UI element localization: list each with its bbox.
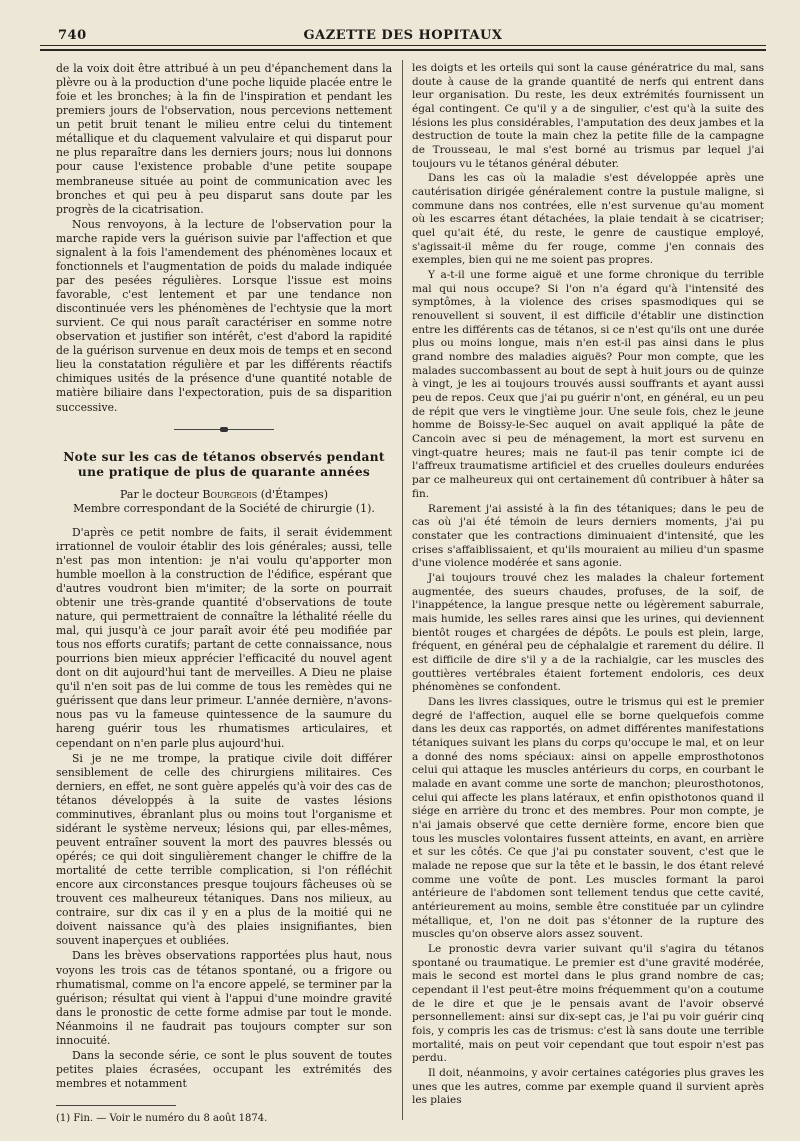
journal-title: GAZETTE DES HOPITAUX [303,28,503,43]
paragraph: Rarement j'ai assisté à la fin des tétaniques; dans le peu de cas où j'ai été témoin de leurs derniers moments, j'ai pu constater que les contractions diminuaient d'intensité, que les crises s'affaiblissaient, et qu'ils mouraient au milieu d'un spasme d'une violence modérée et sans agonie. [412,502,764,570]
byline-suffix: (d'Étampes) [257,487,328,501]
footnote: (1) Fin. — Voir le numéro du 8 août 1874. [56,1113,268,1125]
paragraph: Nous renvoyons, à la lecture de l'observation pour la marche rapide vers la guérison suivie par l'affection et que signalent à la fois l'amendement des phénomènes locaux et fonctionnels et l'augmentation de poids du malade indiquée par des pesées régulières. Lorsque l'issue est moins favorable, c'est lentement et par une tendance non discontinuée vers les phénomènes de l'echtysie que la mort survient. Ce qui nous paraît caractériser en somme notre observation et justifier son intérêt, c'est d'abord la rapidité de la guérison survenue en deux mois de temps et en second lieu la constatation régulière et par les différents réactifs chimiques usités de la présence d'une quantité notable de matière biliaire dans l'expectoration, puis de sa disparition successive. [56,217,392,414]
paragraph: Il doit, néanmoins, y avoir certaines catégories plus graves les unes que les autres, comme par exemple quand il survient après les plaies [412,1067,764,1107]
left-column [56,62,392,1126]
article-title: Note sur les cas de tétanos observés pendant une pratique de plus de quarante années [63,449,385,479]
paragraph: Dans les cas où la maladie s'est développée après une cautérisation dirigée généralement contre la pustule maligne, si commune dans nos contrées, elle n'est survenue qu'au moment où les escarres étant détachées, la plaie tendait à se cicatriser; quel qu'ait été, du reste, le genre de caustique employé, s'agissait-il même du fer rouge, comme j'en connais des exemples, bien qui ne me soient pas propres. [412,172,764,267]
article-byline [56,488,392,516]
paragraph: les doigts et les orteils qui sont la cause génératrice du mal, sans doute à cause de la grande quantité de nerfs qui entrent dans leur organisation. Du reste, les deux extrémités fournissent un égal contingent. Ce qu'il y a de singulier, c'est qu'à la suite des lésions les plus considérables, l'amputation des deux jambes et la destruction de toute la main chez la petite fille de la campagne de Trousseau, le mal s'est borné au trismus par lequel j'ai toujours vu le tétanos général débuter. [412,62,764,170]
header-rule-thick [40,49,766,51]
section-separator [174,429,274,430]
paragraph: Dans la seconde série, ce sont le plus souvent de toutes petites plaies écrasées, occupant les extrémités des membres et notamment [56,1048,392,1090]
byline-role: Membre correspondant de la Société de chirurgie (1). [73,501,375,515]
paragraph: Y a-t-il une forme aiguë et une forme chronique du terrible mal qui nous occupe? Si l'on n'a égard qu'à l'intensité des symptômes, à la violence des crises spasmodiques qui se renouvellent si souvent, il est difficile d'établir une distinction entre les différents cas de tétanos, si ce n'est qu'ils ont une durée plus ou moins longue, mais n'en est-il pas ainsi dans le plus grand nombre des maladies aiguës? Pour mon compte, que les malades succombassent au bout de sept à huit jours ou de quinze à vingt, je les ai toujours trouvés aussi souffrants et ayant aussi peu de repos. Ceux que j'ai pu guérir n'ont, en général, eu un peu de répit que vers le vingtième jour. Une seule fois, chez le jeune homme de Boissy-le-Sec auquel on avait appliqué la pâte de Cancoin avec si peu de ménagement, la mort est survenu en vingt-quatre heures; mais ne faut-il pas tenir compte ici de l'affreux traumatisme artificiel et des cruelles douleurs endurées par ce malheureux qui ont certainement dû contribuer à hâter sa fin. [412,269,764,500]
paragraph: Le pronostic devra varier suivant qu'il s'agira du tétanos spontané ou traumatique. Le premier est d'une gravité modérée, mais le second est mortel dans le plus grand nombre de cas; cependant il l'est peut-être moins fréquemment qu'on a coutume de le dire et que je le pensais avant de l'avoir observé personnellement: ainsi sur dix-sept cas, je l'ai pu voir guérir cinq fois, y compris les cas de trismus: c'est là sans doute une terrible mortalité, mais on peut voir cependant que tout espoir n'est pas perdu. [412,943,764,1065]
paragraph: J'ai toujours trouvé chez les malades la chaleur fortement augmentée, des sueurs chaudes, profuses, de la soif, de l'inappétence, la langue presque nette ou légèrement saburrale, mais humide, les selles rares ainsi que les urines, qui deviennent bientôt rouges et chargées de dépôts. Le pouls est plein, large, fréquent, en général peu de céphalalgie et rarement du délire. Il est difficile de dire s'il y a de la rachialgie, car les muscles des gouttières vertébrales étaient fortement endoloris, ces deux phénomènes se confondent. [412,571,764,694]
header-rule [40,45,766,46]
paragraph: Dans les livres classiques, outre le trismus qui est le premier degré de l'affection, auquel elle se borne quelquefois comme dans les deux cas rapportés, on admet différentes manifestations tétaniques suivant les plans du corps qu'occupe le mal, et on leur a donné des noms spéciaux: ainsi on appelle emprosthotonos celui qui attaque les muscles antérieurs du corps, en courbant le malade en avant comme une sorte de manchon; pleurosthotonos, celui qui affecte les plans latéraux, et enfin opisthotonos quand il siége en arrière du tronc et des membres. Pour mon compte, je n'ai jamais observé que cette dernière forme, encore bien que tous les muscles volontaires fussent atteints, en avant, en arrière et sur les côtés. Ce que j'ai pu constater souvent, c'est que le malade ne repose que sur la tête et le bassin, le dos étant relevé comme une voûte de pont. Les muscles formant la paroi antérieure de l'abdomen sont tellement tendus que cette cavité, antérieurement au moins, semble être constituée par un cylindre métallique, et, l'on ne doit pas s'étonner de la rupture des muscles qu'on observe alors assez souvent. [412,695,764,941]
right-column [412,62,764,1109]
page-number: 740 [58,28,87,43]
paragraph: de la voix doit être attribué à un peu d'épanchement dans la plèvre ou à la production d'une poche liquide placée entre le foie et les bronches; à la fin de l'inspiration et pendant les premiers jours de l'observation, nous percevions nettement un petit bruit tenant le milieu entre celui du tintement métallique et du claquement valvulaire et qui disparut pour ne plus reparaître dans les derniers jours; nous lui donnons pour cause l'existence probable d'une petite soupape membraneuse située au point de communication avec les bronches et qui peu à peu disparut sans doute par les progrès de la cicatrisation. [56,62,392,216]
paragraph: Si je ne me trompe, la pratique civile doit différer sensiblement de celle des chirurgiens militaires. Ces derniers, en effet, ne sont guère appelés qu'à voir des cas de tétanos développés à la suite de vastes lésions comminutives, ébranlant plus ou moins tout l'organisme et sidérant le système nerveux; lésions qui, par elles-mêmes, peuvent entraîner souvent la mort des pauvres blessés ou opérés; ce qui doit singulièrement changer le chiffre de la mortalité de cette terrible complication, si l'on réfléchit encore aux circonstances presque toujours fâcheuses où se trouvent ces malheureux tétaniques. Dans nos milieux, au contraire, sur dix cas il y en a plus de la moitié qui ne doivent naissance qu'à des plaies insignifiantes, bien souvent inaperçues et oubliées. [56,751,392,948]
paragraph: Dans les brèves observations rapportées plus haut, nous voyons les trois cas de tétanos spontané, ou a frigore ou rhumatismal, comme on l'a encore appelé, se terminer par la guérison; résultat qui vient à l'appui d'une moindre gravité dans le pronostic de cette forme admise par tout le monde. Néanmoins il ne faudrait pas toujours compter sur son innocuité. [56,949,392,1047]
column-divider [402,60,403,1120]
byline-author: Bourgeois [202,487,258,501]
byline-prefix: Par le docteur [120,487,203,501]
paragraph: D'après ce petit nombre de faits, il serait évidemment irrationnel de vouloir établir des lois générales; aussi, telle n'est pas mon intention: je n'ai voulu qu'apporter mon humble moellon à la construction de l'édifice, espérant que d'autres voudront bien m'imiter; de la sorte on pourrait obtenir une très-grande quantité d'observations de toute nature, qui permettraient de connaître la léthalité réelle du mal, qui jusqu'à ce jour paraît avoir été peu modifiée par tous nos efforts curatifs; partant de cette connaissance, nous pourrions bien mieux apprécier l'efficacité du nouvel agent dont on dit aujourd'hui tant de merveilles. A Dieu ne plaise qu'il n'en soit pas de lui comme de tous les remèdes qui ne guérissent que dans leur primeur. L'année dernière, n'avons-nous pas vu la fameuse quintessence de la saumure du hareng guérir tous les rhumatismes articulaires, et cependant on n'en parle plus aujourd'hui. [56,525,392,750]
footnote-rule [56,1105,176,1106]
